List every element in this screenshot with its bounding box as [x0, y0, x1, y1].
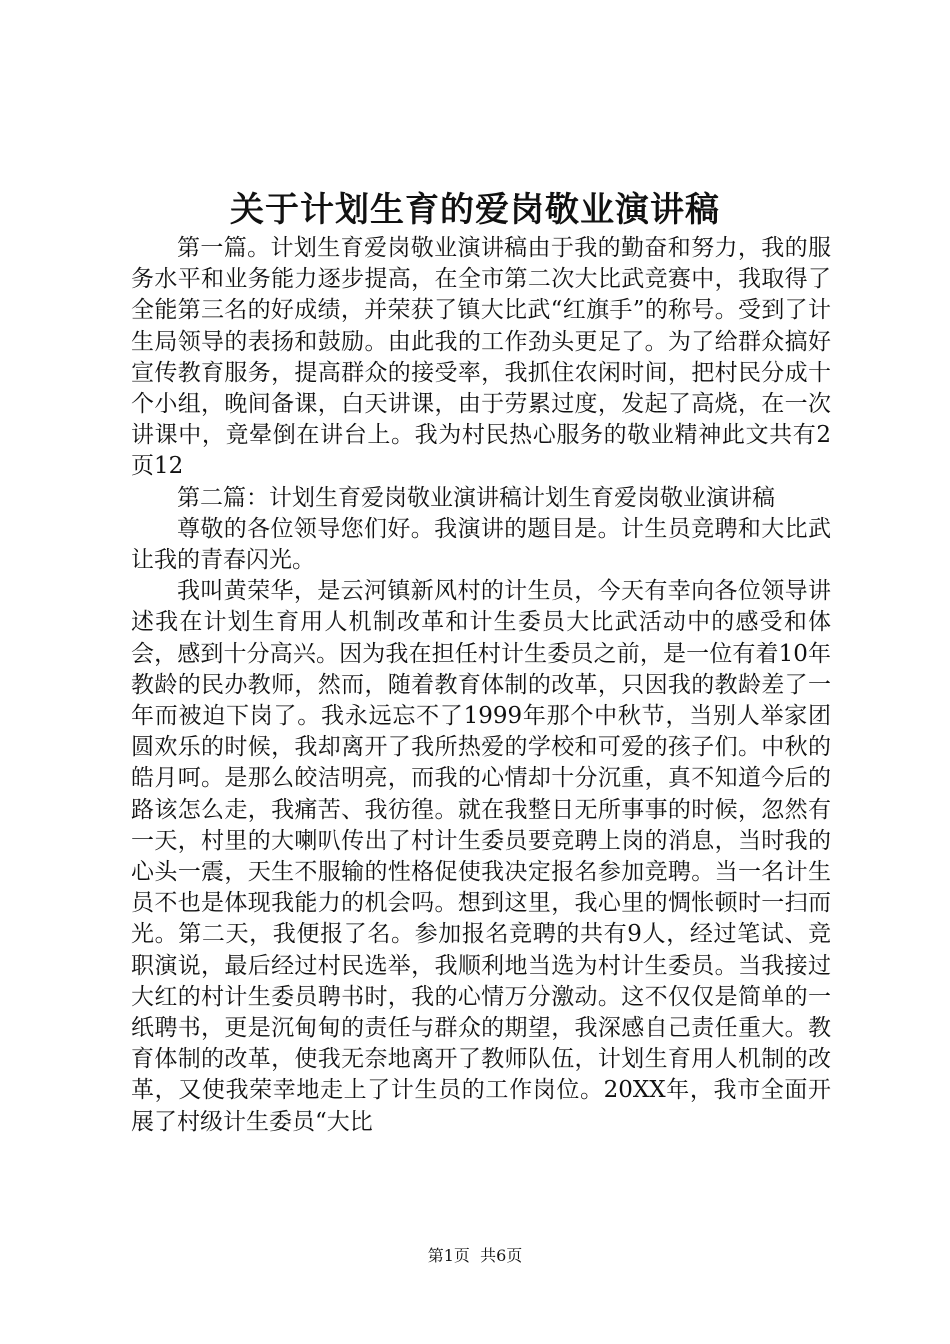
document-body	[131, 233, 831, 1138]
document-title: 关于计划生育的爱岗敬业演讲稿	[230, 190, 720, 230]
page-number: 第1页	[427, 1246, 470, 1265]
paragraph-1: 第一篇。计划生育爱岗敬业演讲稿由于我的勤奋和努力，我的服务水平和业务能力逐步提高，在全市第二次大比武竞赛中，我取得了全能第三名的好成绩，并荣获了镇大比武“红旗手”的称号。受到了计生局领导的表扬和鼓励。由此我的工作劲头更足了。为了给群众搞好宣传教育服务，提高群众的接受率，我抓住农闲时间，把村民分成十个小组，晚间备课，白天讲课，由于劳累过度，发起了高烧，在一次讲课中，竟晕倒在讲台上。我为村民热心服务的敬业精神此文共有2页12	[131, 235, 831, 480]
paragraph-3: 尊敬的各位领导您们好。我演讲的题目是。计生员竞聘和大比武让我的青春闪光。	[131, 515, 831, 574]
footer-spacer	[470, 1246, 480, 1265]
page-total: 共6页	[480, 1246, 523, 1265]
page-footer	[0, 1246, 950, 1266]
paragraph-4: 我叫黄荣华，是云河镇新风村的计生员，今天有幸向各位领导讲述我在计划生育用人机制改革和计生委员大比武活动中的感受和体会，感到十分高兴。因为我在担任村计生委员之前，是一位有着10年教龄的民办教师，然而，随着教育体制的改革，只因我的教龄差了一年而被迫下岗了。我永远忘不了1999年那个中秋节，当别人举家团圆欢乐的时候，我却离开了我所热爱的学校和可爱的孩子们。中秋的皓月呵。是那么皎洁明亮，而我的心情却十分沉重，真不知道今后的路该怎么走，我痛苦、我彷徨。就在我整日无所事事的时候，忽然有一天，村里的大喇叭传出了村计生委员要竞聘上岗的消息，当时我的心头一震，天生不服输的性格促使我决定报名参加竞聘。当一名计生员不也是体现我能力的机会吗。想到这里，我心里的惆怅顿时一扫而光。第二天，我便报了名。参加报名竞聘的共有9人，经过笔试、竞职演说，最后经过村民选举，我顺利地当选为村计生委员。当我接过大红的村计生委员聘书时，我的心情万分激动。这不仅仅是简单的一纸聘书，更是沉甸甸的责任与群众的期望，我深感自己责任重大。教育体制的改革，使我无奈地离开了教师队伍，计划生育用人机制的改革，又使我荣幸地走上了计生员的工作岗位。20XX年，我市全面开展了村级计生委员“大比	[131, 578, 831, 1135]
paragraph-2: 第二篇：计划生育爱岗敬业演讲稿计划生育爱岗敬业演讲稿	[177, 484, 775, 511]
